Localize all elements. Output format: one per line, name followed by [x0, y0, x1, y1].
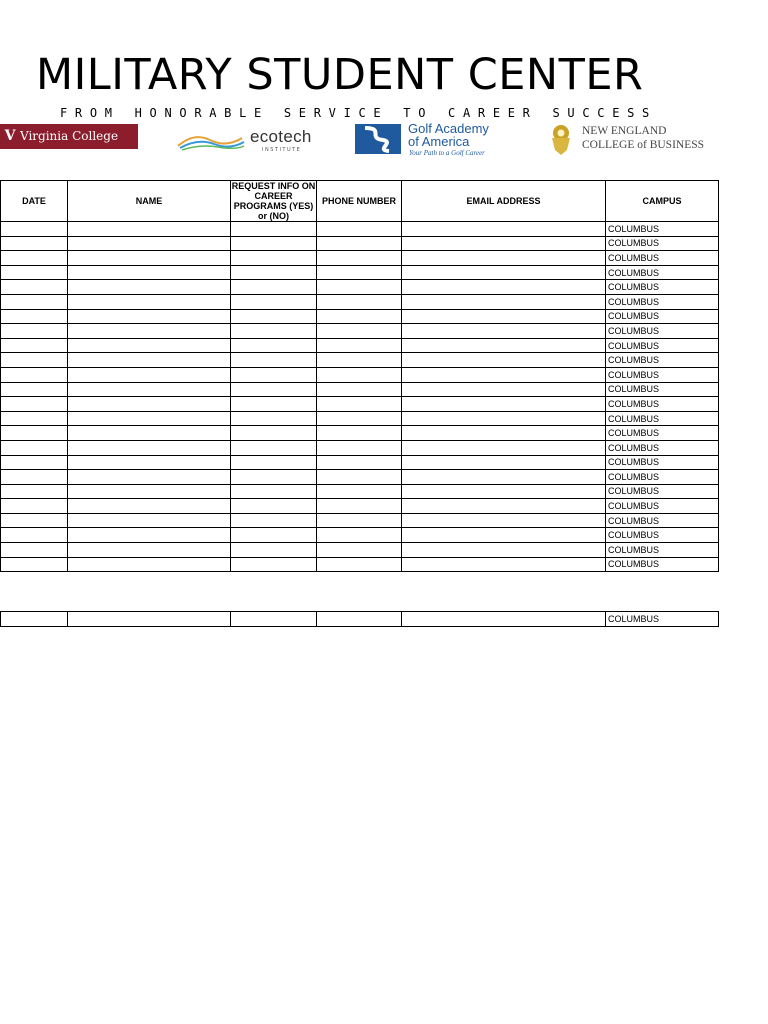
table-row — [1, 251, 719, 266]
name-cell[interactable] — [68, 367, 231, 382]
table-row — [1, 612, 719, 627]
name-cell[interactable] — [68, 353, 231, 368]
date-cell[interactable] — [1, 557, 68, 572]
request-info-cell[interactable] — [231, 222, 317, 237]
table-row — [1, 397, 719, 412]
name-cell[interactable] — [68, 265, 231, 280]
email-cell[interactable] — [402, 411, 606, 426]
request-info-cell[interactable] — [231, 528, 317, 543]
email-cell[interactable] — [402, 528, 606, 543]
partner-logos — [0, 120, 768, 160]
phone-cell[interactable] — [317, 426, 402, 441]
email-cell[interactable] — [402, 499, 606, 514]
name-cell[interactable] — [68, 382, 231, 397]
table-row — [1, 324, 719, 339]
request-info-cell[interactable] — [231, 499, 317, 514]
request-info-cell[interactable] — [231, 294, 317, 309]
page-title: MILITARY STUDENT CENTER — [36, 50, 644, 100]
phone-cell[interactable] — [317, 470, 402, 485]
table-row — [1, 382, 719, 397]
golf-academy-line1: Golf Academy — [408, 121, 489, 136]
name-cell[interactable] — [68, 294, 231, 309]
name-cell[interactable] — [68, 309, 231, 324]
ecotech-swoosh-icon — [176, 130, 246, 152]
phone-cell[interactable] — [317, 280, 402, 295]
phone-cell[interactable] — [317, 411, 402, 426]
phone-cell[interactable] — [317, 338, 402, 353]
crest-icon — [546, 122, 576, 156]
email-cell[interactable] — [402, 222, 606, 237]
campus-cell[interactable]: COLUMBUS — [606, 455, 719, 470]
date-cell[interactable] — [1, 251, 68, 266]
campus-cell[interactable]: COLUMBUS — [606, 411, 719, 426]
phone-cell[interactable] — [317, 440, 402, 455]
column-header-date: DATE — [1, 181, 68, 222]
new-england-logo — [546, 122, 706, 158]
date-cell[interactable] — [1, 484, 68, 499]
date-cell[interactable] — [1, 397, 68, 412]
request-info-cell[interactable] — [231, 455, 317, 470]
phone-cell[interactable] — [317, 324, 402, 339]
phone-cell[interactable] — [317, 543, 402, 558]
table-row — [1, 309, 719, 324]
email-cell[interactable] — [402, 324, 606, 339]
email-cell[interactable] — [402, 265, 606, 280]
virginia-v-icon: V — [4, 128, 16, 144]
campus-cell[interactable]: COLUMBUS — [606, 294, 719, 309]
date-cell[interactable] — [1, 353, 68, 368]
campus-cell[interactable]: COLUMBUS — [606, 353, 719, 368]
request-info-cell[interactable] — [231, 367, 317, 382]
column-header-name: NAME — [68, 181, 231, 222]
request-info-cell[interactable] — [231, 411, 317, 426]
email-cell[interactable] — [402, 353, 606, 368]
table-row — [1, 353, 719, 368]
request-info-cell[interactable] — [231, 543, 317, 558]
column-header-campus: CAMPUS — [606, 181, 719, 222]
phone-cell[interactable] — [317, 353, 402, 368]
table-row — [1, 280, 719, 295]
request-info-cell[interactable] — [231, 338, 317, 353]
campus-cell[interactable]: COLUMBUS — [606, 557, 719, 572]
date-cell[interactable] — [1, 528, 68, 543]
extra-table-body — [1, 612, 719, 627]
campus-cell[interactable]: COLUMBUS — [606, 440, 719, 455]
request-info-cell[interactable] — [231, 426, 317, 441]
table-row — [1, 484, 719, 499]
campus-cell[interactable]: COLUMBUS — [606, 367, 719, 382]
table-row — [1, 411, 719, 426]
date-cell[interactable] — [1, 513, 68, 528]
email-cell[interactable] — [402, 470, 606, 485]
email-cell[interactable] — [402, 294, 606, 309]
email-cell[interactable] — [402, 382, 606, 397]
date-cell[interactable] — [1, 294, 68, 309]
request-info-cell[interactable] — [231, 382, 317, 397]
ecotech-name: ecotech — [250, 127, 312, 146]
table-row — [1, 440, 719, 455]
request-info-cell[interactable] — [231, 265, 317, 280]
date-cell[interactable] — [1, 543, 68, 558]
table-row — [1, 222, 719, 237]
table-row — [1, 265, 719, 280]
request-info-cell[interactable] — [231, 440, 317, 455]
table-row — [1, 528, 719, 543]
request-info-cell[interactable] — [231, 251, 317, 266]
phone-cell[interactable] — [317, 397, 402, 412]
campus-cell[interactable]: COLUMBUS — [606, 528, 719, 543]
date-cell[interactable] — [1, 265, 68, 280]
name-cell[interactable] — [68, 499, 231, 514]
name-cell[interactable] — [68, 397, 231, 412]
email-cell[interactable] — [402, 557, 606, 572]
email-cell[interactable] — [402, 513, 606, 528]
request-info-cell[interactable] — [231, 353, 317, 368]
column-header-request-info: REQUEST INFO ON CAREER PROGRAMS (YES) or (NO) — [231, 181, 316, 221]
email-cell[interactable] — [402, 440, 606, 455]
table-header-row — [1, 181, 719, 222]
table-row — [1, 455, 719, 470]
virginia-college-logo — [0, 124, 138, 149]
campus-cell[interactable]: COLUMBUS — [606, 265, 719, 280]
request-info-cell[interactable] — [231, 280, 317, 295]
table-row — [1, 294, 719, 309]
email-cell[interactable] — [402, 367, 606, 382]
campus-cell[interactable]: COLUMBUS — [606, 484, 719, 499]
golf-academy-line2: of America — [408, 134, 470, 149]
campus-cell[interactable]: COLUMBUS — [606, 499, 719, 514]
campus-cell[interactable]: COLUMBUS — [606, 324, 719, 339]
page-tagline: FROM HONORABLE SERVICE TO CAREER SUCCESS — [60, 106, 657, 120]
golf-flag-icon — [355, 124, 401, 154]
email-cell[interactable] — [402, 484, 606, 499]
phone-cell[interactable] — [317, 294, 402, 309]
name-cell[interactable] — [68, 513, 231, 528]
ecotech-sub: INSTITUTE — [262, 147, 302, 153]
phone-cell[interactable] — [317, 222, 402, 237]
request-info-cell[interactable] — [231, 513, 317, 528]
name-cell[interactable] — [68, 251, 231, 266]
campus-cell[interactable]: COLUMBUS — [606, 470, 719, 485]
table-row — [1, 499, 719, 514]
table-row — [1, 426, 719, 441]
date-cell[interactable] — [1, 455, 68, 470]
name-cell[interactable] — [68, 612, 231, 627]
email-cell[interactable] — [402, 455, 606, 470]
date-cell[interactable] — [1, 222, 68, 237]
email-cell[interactable] — [402, 543, 606, 558]
phone-cell[interactable] — [317, 513, 402, 528]
phone-cell[interactable] — [317, 251, 402, 266]
date-cell[interactable] — [1, 309, 68, 324]
name-cell[interactable] — [68, 324, 231, 339]
email-cell[interactable] — [402, 251, 606, 266]
table-row — [1, 513, 719, 528]
name-cell[interactable] — [68, 411, 231, 426]
campus-cell[interactable]: COLUMBUS — [606, 426, 719, 441]
campus-cell[interactable]: COLUMBUS — [606, 236, 719, 251]
golf-academy-tagline: Your Path to a Golf Career — [409, 149, 485, 157]
campus-cell[interactable]: COLUMBUS — [606, 338, 719, 353]
phone-cell[interactable] — [317, 484, 402, 499]
name-cell[interactable] — [68, 440, 231, 455]
date-cell[interactable] — [1, 324, 68, 339]
table-body — [1, 222, 719, 572]
table-row — [1, 543, 719, 558]
name-cell[interactable] — [68, 222, 231, 237]
campus-cell[interactable]: COLUMBUS — [606, 612, 719, 627]
phone-cell[interactable] — [317, 499, 402, 514]
phone-cell[interactable] — [317, 236, 402, 251]
table-row — [1, 338, 719, 353]
date-cell[interactable] — [1, 612, 68, 627]
name-cell[interactable] — [68, 236, 231, 251]
request-info-cell[interactable] — [231, 236, 317, 251]
name-cell[interactable] — [68, 455, 231, 470]
date-cell[interactable] — [1, 440, 68, 455]
phone-cell[interactable] — [317, 309, 402, 324]
email-cell[interactable] — [402, 309, 606, 324]
email-cell[interactable] — [402, 280, 606, 295]
campus-cell[interactable]: COLUMBUS — [606, 397, 719, 412]
date-cell[interactable] — [1, 338, 68, 353]
request-info-cell[interactable] — [231, 324, 317, 339]
golf-academy-logo — [355, 122, 515, 158]
request-info-cell[interactable] — [231, 397, 317, 412]
campus-cell[interactable]: COLUMBUS — [606, 280, 719, 295]
table-row — [1, 470, 719, 485]
phone-cell[interactable] — [317, 455, 402, 470]
phone-cell[interactable] — [317, 367, 402, 382]
name-cell[interactable] — [68, 484, 231, 499]
column-header-phone: PHONE NUMBER — [317, 181, 402, 222]
date-cell[interactable] — [1, 236, 68, 251]
ecotech-logo — [176, 126, 321, 156]
name-cell[interactable] — [68, 338, 231, 353]
phone-cell[interactable] — [317, 382, 402, 397]
date-cell[interactable] — [1, 382, 68, 397]
email-cell[interactable] — [402, 612, 606, 627]
campus-cell[interactable]: COLUMBUS — [606, 309, 719, 324]
email-cell[interactable] — [402, 397, 606, 412]
extra-signin-table — [0, 611, 719, 627]
name-cell[interactable] — [68, 543, 231, 558]
table-row — [1, 236, 719, 251]
signin-table — [0, 180, 719, 572]
column-header-email: EMAIL ADDRESS — [402, 181, 606, 222]
name-cell[interactable] — [68, 557, 231, 572]
campus-cell[interactable]: COLUMBUS — [606, 251, 719, 266]
table-row — [1, 557, 719, 572]
phone-cell[interactable] — [317, 528, 402, 543]
campus-cell[interactable]: COLUMBUS — [606, 222, 719, 237]
date-cell[interactable] — [1, 411, 68, 426]
virginia-college-name: Virginia College — [20, 129, 119, 143]
name-cell[interactable] — [68, 528, 231, 543]
date-cell[interactable] — [1, 280, 68, 295]
email-cell[interactable] — [402, 338, 606, 353]
request-info-cell[interactable] — [231, 470, 317, 485]
name-cell[interactable] — [68, 470, 231, 485]
name-cell[interactable] — [68, 280, 231, 295]
request-info-cell[interactable] — [231, 309, 317, 324]
phone-cell[interactable] — [317, 612, 402, 627]
table-row — [1, 367, 719, 382]
email-cell[interactable] — [402, 236, 606, 251]
request-info-cell[interactable] — [231, 557, 317, 572]
email-cell[interactable] — [402, 426, 606, 441]
new-england-line1: NEW ENGLAND — [582, 125, 667, 137]
date-cell[interactable] — [1, 367, 68, 382]
phone-cell[interactable] — [317, 557, 402, 572]
name-cell[interactable] — [68, 426, 231, 441]
campus-cell[interactable]: COLUMBUS — [606, 543, 719, 558]
campus-cell[interactable]: COLUMBUS — [606, 382, 719, 397]
request-info-cell[interactable] — [231, 484, 317, 499]
request-info-cell[interactable] — [231, 612, 317, 627]
date-cell[interactable] — [1, 499, 68, 514]
new-england-line2: COLLEGE of BUSINESS — [582, 139, 705, 151]
date-cell[interactable] — [1, 426, 68, 441]
date-cell[interactable] — [1, 470, 68, 485]
campus-cell[interactable]: COLUMBUS — [606, 513, 719, 528]
phone-cell[interactable] — [317, 265, 402, 280]
